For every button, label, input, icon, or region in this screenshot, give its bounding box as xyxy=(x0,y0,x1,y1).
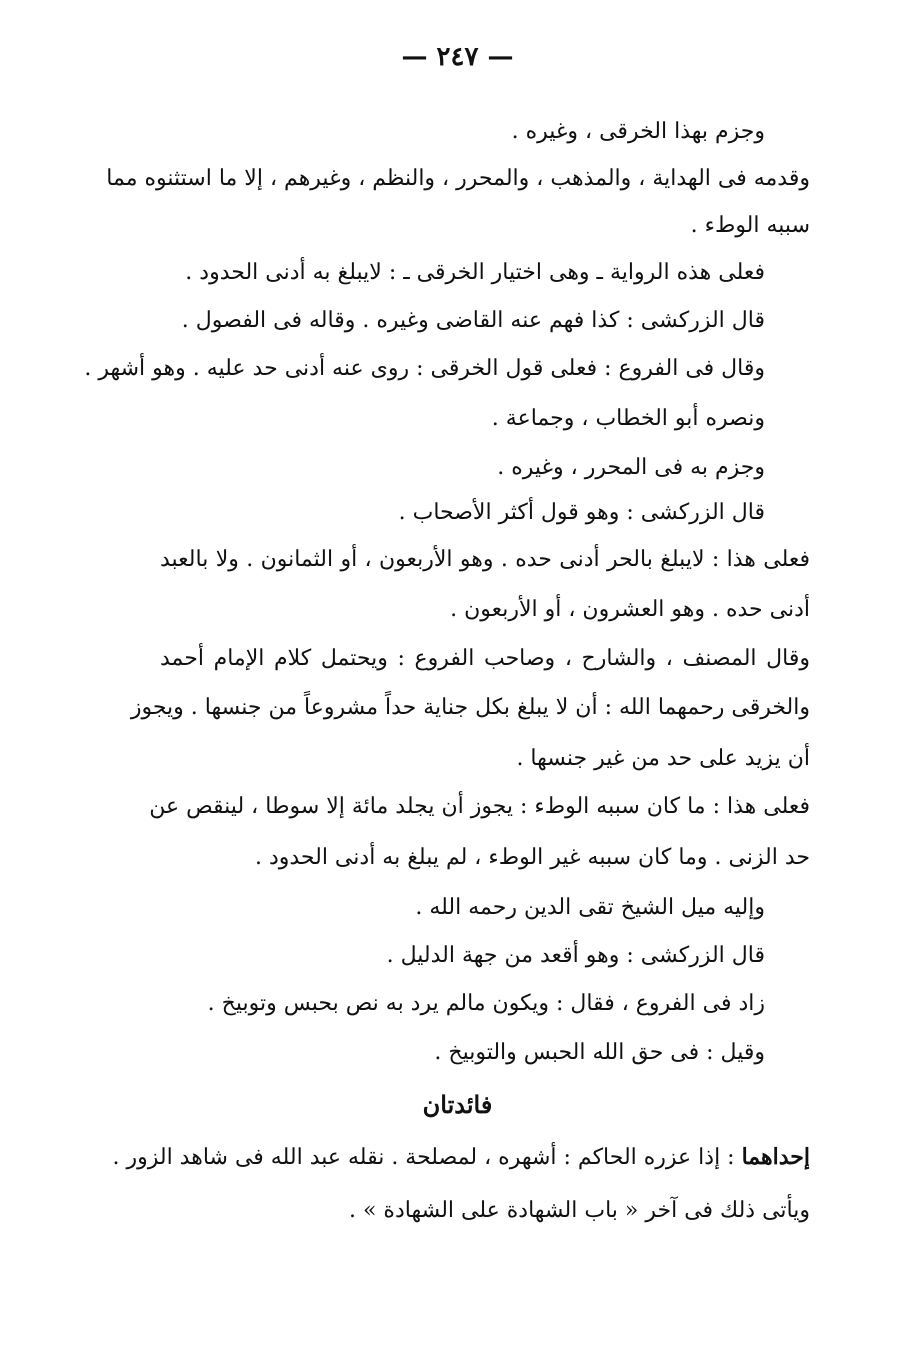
paragraph-text: : إذا عزره الحاكم : أشهره ، لمصلحة . نقله عبد الله فى شاهد الزور . xyxy=(112,1145,735,1170)
text-line: قال الزركشى : وهو قول أكثر الأصحاب . xyxy=(398,500,765,525)
text-line: أدنى حده . وهو العشرون ، أو الأربعون . xyxy=(450,597,810,622)
text-line: وقيل : فى حق الله الحبس والتوبيخ . xyxy=(434,1040,765,1065)
text-line: فعلى هذا : لايبلغ بالحر أدنى حده . وهو الأربعون ، أو الثمانون . ولا بالعبد xyxy=(160,547,810,572)
text-line: وقال فى الفروع : فعلى قول الخرقى : روى عنه أدنى حد عليه . وهو أشهر . xyxy=(84,356,765,381)
section-heading: فائدتان xyxy=(422,1090,493,1119)
page-number: — ٢٤٧ — xyxy=(401,42,514,72)
text-line: زاد فى الفروع ، فقال : ويكون مالم يرد به نص بحبس وتوبيخ . xyxy=(207,991,765,1016)
text-line: والخرقى رحمهما الله : أن لا يبلغ بكل جناية حداً مشروعاً من جنسها . ويجوز xyxy=(130,695,810,720)
text-line: قال الزركشى : كذا فهم عنه القاضى وغيره . وقاله فى الفصول . xyxy=(181,308,765,333)
text-line: وقال المصنف ، والشارح ، وصاحب الفروع : ويحتمل كلام الإمام أحمد xyxy=(160,646,810,671)
text-line: فعلى هذه الرواية ـ وهى اختيار الخرقى ـ : لايبلغ به أدنى الحدود . xyxy=(185,260,765,285)
text-line: وجزم بهذا الخرقى ، وغيره . xyxy=(511,119,765,144)
text-line: فعلى هذا : ما كان سببه الوطء : يجوز أن يجلد مائة إلا سوطا ، لينقص عن xyxy=(149,794,810,819)
text-line: حد الزنى . وما كان سببه غير الوطء ، لم يبلغ به أدنى الحدود . xyxy=(254,845,810,870)
text-line: أن يزيد على حد من غير جنسها . xyxy=(516,746,810,771)
text-line: وجزم به فى المحرر ، وغيره . xyxy=(497,455,765,480)
text-line: ويأتى ذلك فى آخر « باب الشهادة على الشهادة » . xyxy=(348,1198,810,1223)
text-line: وقدمه فى الهداية ، والمذهب ، والمحرر ، والنظم ، وغيرهم ، إلا ما استثنوه مما xyxy=(106,166,810,191)
paragraph-first-line xyxy=(113,1142,811,1173)
text-line: وإليه ميل الشيخ تقى الدين رحمه الله . xyxy=(415,895,765,920)
text-line: ونصره أبو الخطاب ، وجماعة . xyxy=(491,406,765,431)
text-line: سببه الوطء . xyxy=(690,213,810,238)
lead-word: إحداهما xyxy=(741,1144,810,1170)
text-line: قال الزركشى : وهو أقعد من جهة الدليل . xyxy=(386,943,765,968)
